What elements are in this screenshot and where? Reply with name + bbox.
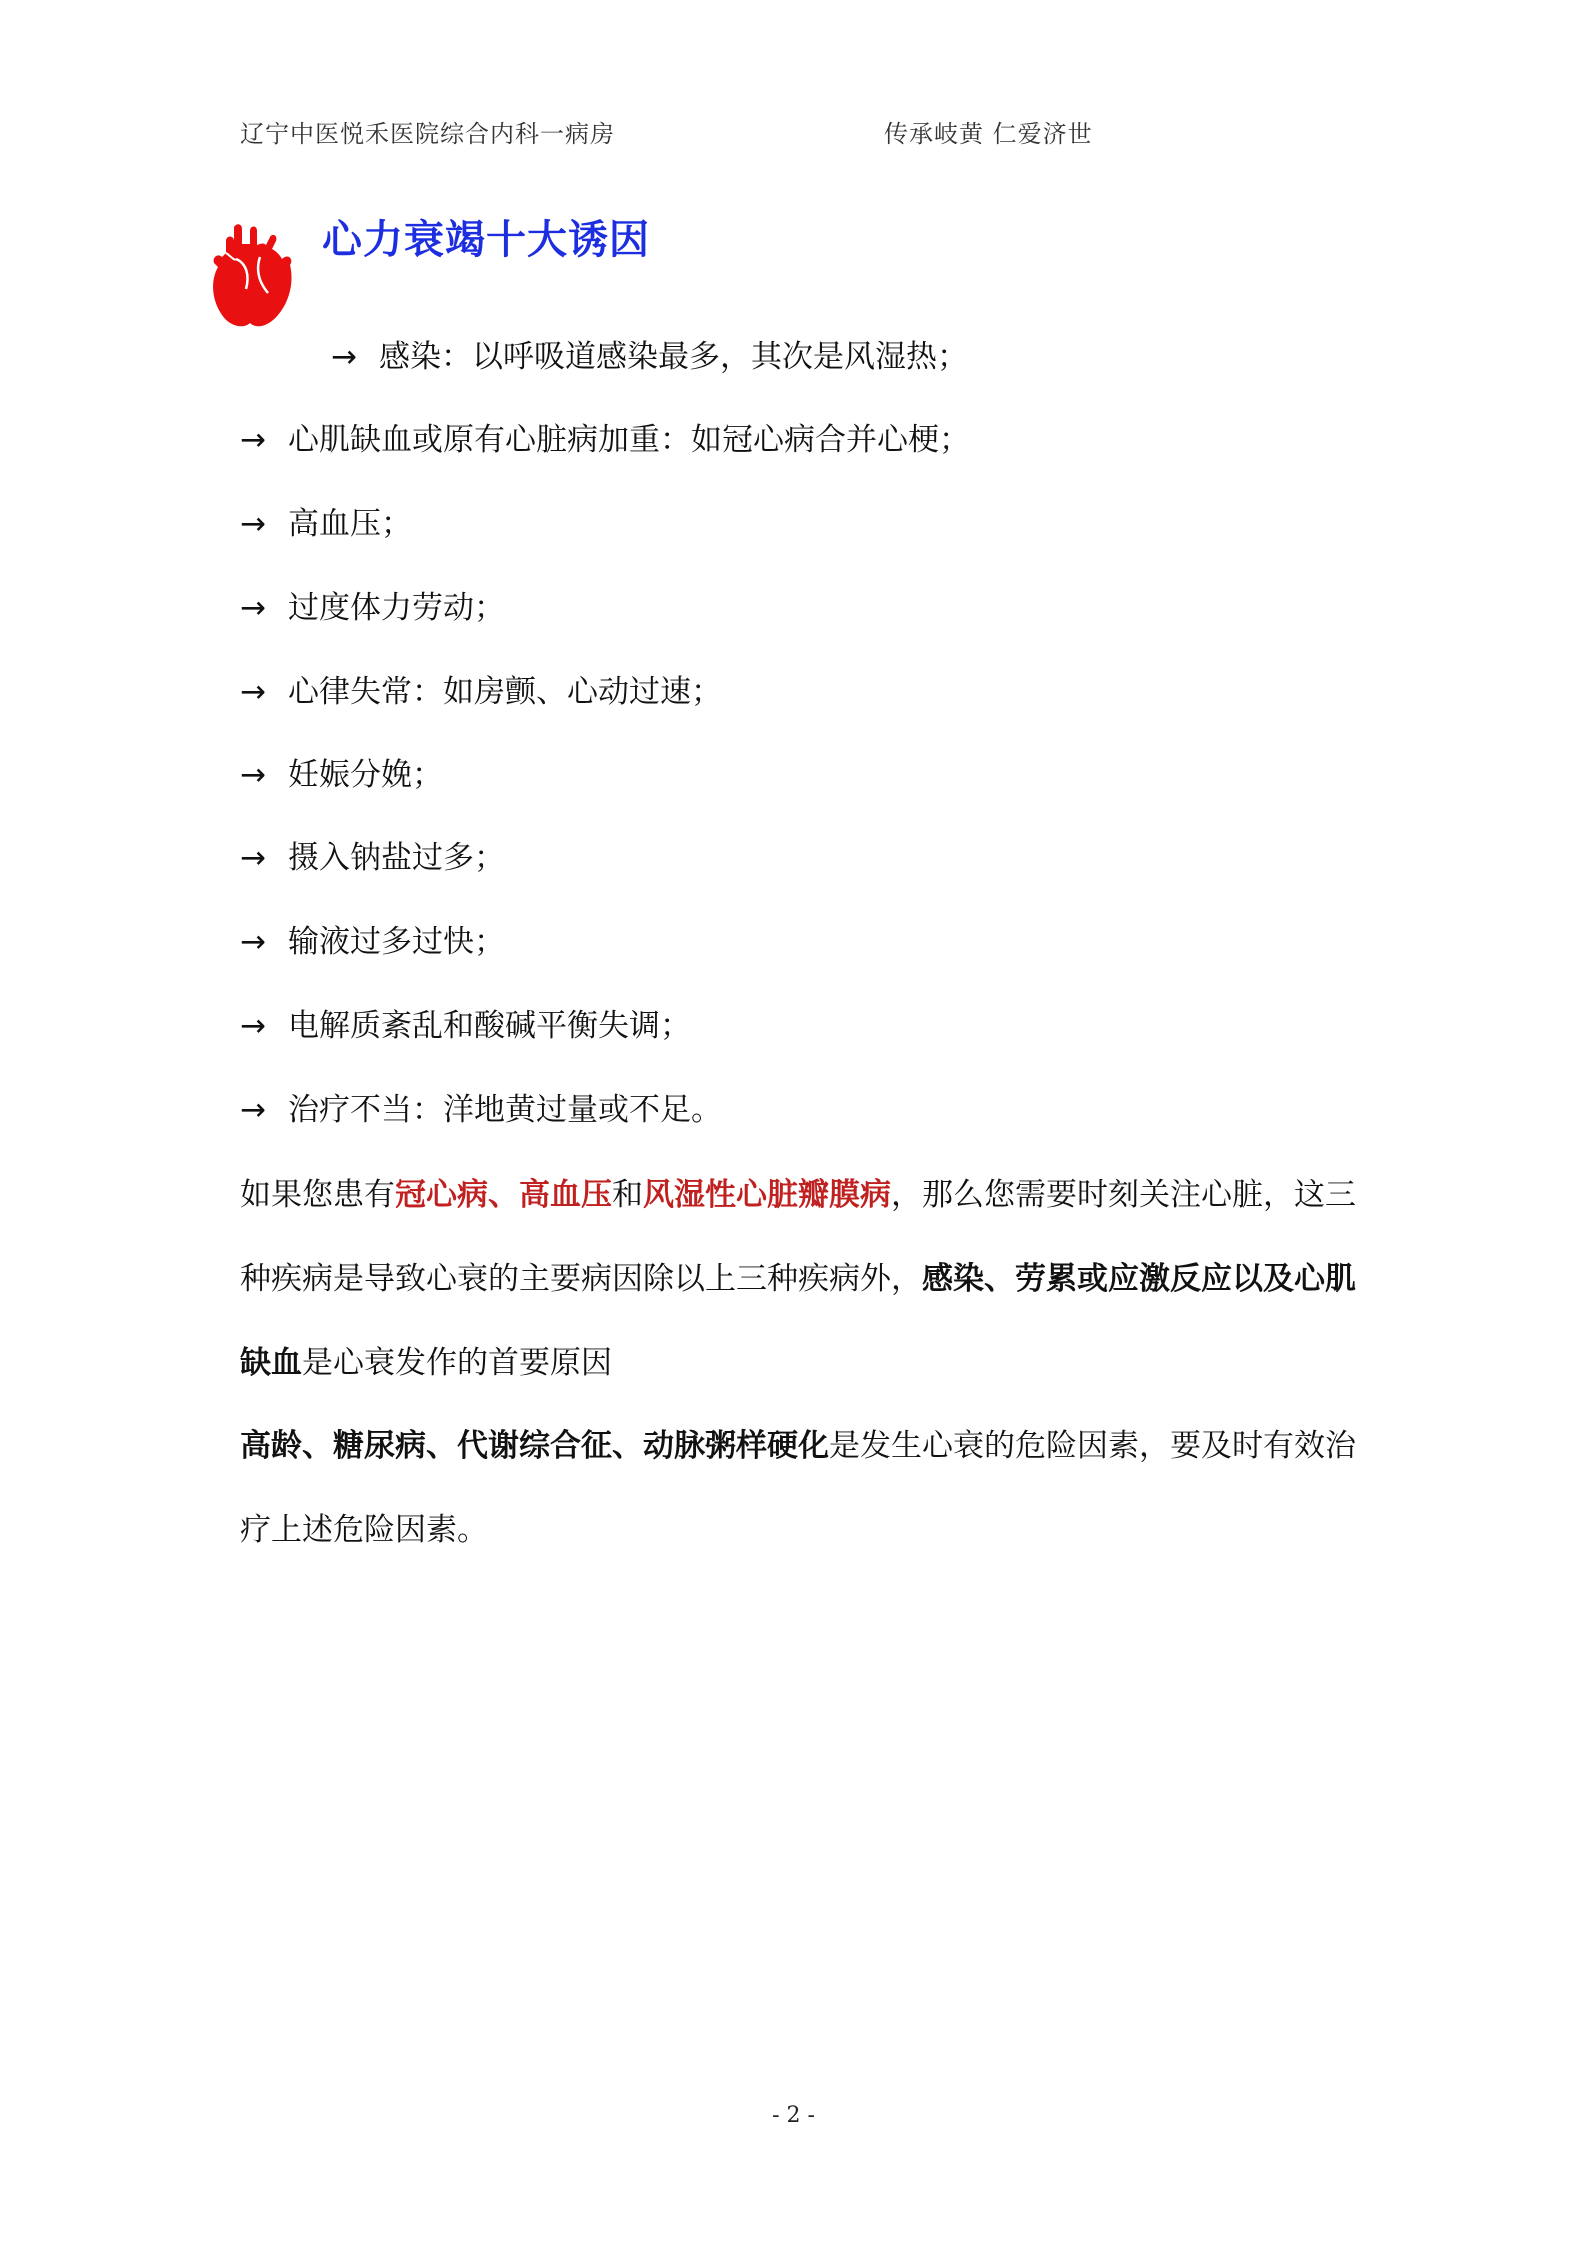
list-item <box>331 337 968 377</box>
arrow-icon: → <box>331 339 357 375</box>
cause-text: 摄入钠盐过多； <box>288 840 505 876</box>
bold-triggers: 感染、劳累或应激反应以及心肌缺血 <box>240 1261 1356 1381</box>
cause-text: 治疗不当：洋地黄过量或不足。 <box>288 1092 722 1128</box>
arrow-icon: → <box>240 924 266 960</box>
list-item <box>240 755 443 795</box>
para-text: 是发生心衰的危险因素，要及时有效治疗上述危险因素。 <box>240 1428 1356 1548</box>
arrow-icon: → <box>240 1008 266 1044</box>
cause-text: 感染：以呼吸道感染最多，其次是风湿热； <box>379 339 968 375</box>
arrow-icon: → <box>240 840 266 876</box>
list-item <box>240 420 970 460</box>
list-item <box>240 588 505 628</box>
list-item <box>240 1006 691 1046</box>
page-number: - 2 - <box>772 2103 815 2128</box>
list-item <box>240 1090 722 1130</box>
para-text: ，那么您需要时刻关注心脏，这三种疾病是导致心衰的主要病因除以上三种疾病外， <box>240 1177 1356 1297</box>
paragraph-risk-factors <box>240 1404 1360 1572</box>
highlight-disease: 风湿性心脏瓣膜病 <box>643 1177 891 1213</box>
list-item <box>240 504 412 544</box>
cause-text: 过度体力劳动； <box>288 590 505 626</box>
header-motto: 传承岐黄 仁爱济世 <box>884 120 1093 148</box>
arrow-icon: → <box>240 590 266 626</box>
para-text: 是心衰发作的首要原因 <box>302 1345 612 1381</box>
list-item <box>240 922 505 962</box>
cause-text: 输液过多过快； <box>288 924 505 960</box>
list-item <box>240 838 505 878</box>
arrow-icon: → <box>240 506 266 542</box>
para-text: 如果您患有 <box>240 1177 395 1213</box>
paragraph-main-causes <box>240 1153 1360 1405</box>
cause-text: 电解质紊乱和酸碱平衡失调； <box>288 1008 691 1044</box>
page-title: 心力衰竭十大诱因 <box>322 217 650 263</box>
arrow-icon: → <box>240 757 266 793</box>
cause-text: 心律失常：如房颤、心动过速； <box>288 674 722 710</box>
highlight-diseases: 冠心病、高血压 <box>395 1177 612 1213</box>
arrow-icon: → <box>240 1092 266 1128</box>
cause-text: 高血压； <box>288 506 412 542</box>
cause-text: 心肌缺血或原有心脏病加重：如冠心病合并心梗； <box>288 422 970 458</box>
para-text: 和 <box>612 1177 643 1213</box>
list-item <box>240 672 722 712</box>
bold-risk-factors: 高龄、糖尿病、代谢综合征、动脉粥样硬化 <box>240 1428 829 1464</box>
arrow-icon: → <box>240 422 266 458</box>
cause-text: 妊娠分娩； <box>288 757 443 793</box>
arrow-icon: → <box>240 674 266 710</box>
header-hospital-name: 辽宁中医悦禾医院综合内科一病房 <box>240 120 615 148</box>
